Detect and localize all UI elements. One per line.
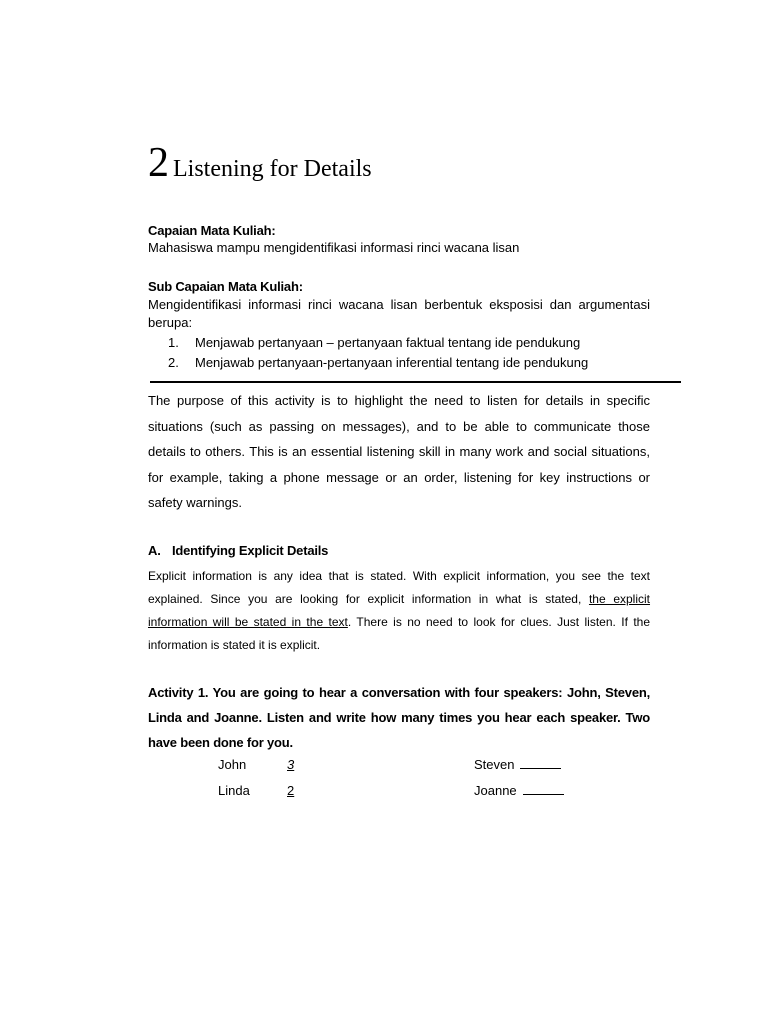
list-item-text: Menjawab pertanyaan – pertanyaan faktual tentang ide pendukung	[195, 335, 581, 350]
speaker-count-joanne-blank[interactable]	[523, 784, 564, 795]
sub-capaian-list	[168, 333, 588, 373]
list-item	[168, 353, 588, 373]
speaker-name-joanne: Joanne	[474, 783, 517, 798]
section-divider	[150, 381, 681, 383]
chapter-title	[148, 142, 372, 184]
list-item-number: 2.	[168, 355, 179, 370]
list-item	[168, 333, 588, 353]
chapter-title-text: Listening for Details	[173, 156, 372, 182]
chapter-number: 2	[148, 140, 169, 186]
speaker-name-linda: Linda	[218, 783, 250, 798]
explicit-text-after: . There is no need to look for clues. Just listen. If the information is stated it is explicit.	[148, 615, 650, 652]
speaker-count-linda: 2	[287, 783, 295, 798]
activity-instruction: Activity 1. You are going to hear a conversation with four speakers: John, Steven, Linda and Joanne. Listen and write how many times you hear each speaker. Two have been done for you.	[148, 685, 650, 750]
sub-capaian-text: Mengidentifikasi informasi rinci wacana lisan berbentuk eksposisi dan argumentasi berupa:	[148, 297, 650, 330]
section-a-heading	[148, 542, 650, 560]
speaker-joanne	[474, 783, 564, 799]
list-item-number: 1.	[168, 335, 179, 350]
speaker-count-steven-blank[interactable]	[520, 758, 561, 769]
section-a-letter: A.	[148, 543, 161, 558]
speaker-name-john: John	[218, 757, 247, 772]
explicit-text-before: Explicit information is any idea that is stated. With explicit information, you see the text explained. Since you are looking for explicit information in what is stated,	[148, 569, 650, 606]
purpose-paragraph: The purpose of this activity is to highlight the need to listen for details in specific situations (such as passing on messages), and to be able to communicate those details to others. This is an essential listening skill in many work and social situations, for example, taking a phone message or an order, listening for key instructions or safety warnings.	[148, 393, 650, 510]
speaker-name-steven: Steven	[474, 757, 515, 772]
explicit-text-underlined: the explicit information will be stated in the text	[148, 592, 651, 629]
sub-capaian-heading: Sub Capaian Mata Kuliah:	[148, 279, 303, 294]
explicit-paragraph	[148, 565, 650, 657]
section-a-title: Identifying Explicit Details	[172, 543, 329, 558]
list-item-text: Menjawab pertanyaan-pertanyaan inferential tentang ide pendukung	[195, 355, 589, 370]
speaker-steven	[474, 757, 561, 773]
speaker-count-john: 3	[287, 757, 295, 772]
capaian-text: Mahasiswa mampu mengidentifikasi informasi rinci wacana lisan	[148, 240, 520, 255]
capaian-heading: Capaian Mata Kuliah:	[148, 223, 276, 238]
